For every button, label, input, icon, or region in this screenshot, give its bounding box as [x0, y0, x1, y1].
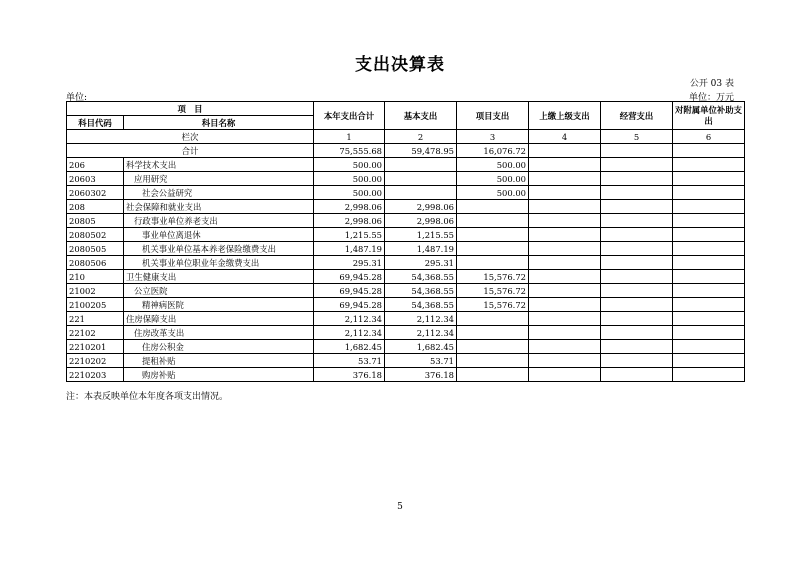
amount-cell: [457, 214, 529, 228]
name-col-header: 科目名称: [124, 116, 314, 130]
amount-cell: [601, 200, 673, 214]
total-col-header: 本年支出合计: [314, 102, 385, 130]
table-row: [67, 158, 745, 172]
table-row: [67, 270, 745, 284]
amount-cell: 376.18: [385, 368, 457, 382]
subject-code: 208: [67, 200, 124, 214]
table-row: [67, 200, 745, 214]
amount-cell: [457, 200, 529, 214]
basic-col-header: 基本支出: [385, 102, 457, 130]
subject-name: 机关事业单位职业年金缴费支出: [124, 256, 314, 270]
unit-label: 单位:: [66, 93, 88, 103]
amount-cell: [457, 256, 529, 270]
amount-cell: 15,576.72: [457, 270, 529, 284]
amount-cell: 69,945.28: [314, 284, 385, 298]
amount-cell: 2,998.06: [314, 200, 385, 214]
amount-cell: [601, 228, 673, 242]
amount-cell: [457, 354, 529, 368]
amount-cell: [673, 200, 745, 214]
amount-cell: [529, 284, 601, 298]
currency-unit: 单位：万元: [688, 93, 734, 103]
subject-name: 社会保障和就业支出: [124, 200, 314, 214]
total-value: [529, 144, 601, 158]
total-value: 75,555.68: [314, 144, 385, 158]
amount-cell: [673, 326, 745, 340]
total-value: [673, 144, 745, 158]
amount-cell: 15,576.72: [457, 284, 529, 298]
subject-code: 2210202: [67, 354, 124, 368]
col-number: 3: [457, 130, 529, 144]
item-group-header: 项 目: [67, 102, 314, 116]
amount-cell: [601, 242, 673, 256]
amount-cell: [529, 270, 601, 284]
business-col-header: 经营支出: [601, 102, 673, 130]
form-code: 公开 03 表: [689, 79, 734, 89]
amount-cell: [529, 228, 601, 242]
amount-cell: 2,998.06: [385, 214, 457, 228]
amount-cell: [673, 298, 745, 312]
project-col-header: 项目支出: [457, 102, 529, 130]
subject-code: 206: [67, 158, 124, 172]
amount-cell: 1,215.55: [385, 228, 457, 242]
table-row: [67, 256, 745, 270]
expenditure-table: [66, 101, 745, 382]
total-value: [601, 144, 673, 158]
amount-cell: 2,998.06: [314, 214, 385, 228]
amount-cell: [385, 172, 457, 186]
amount-cell: [385, 158, 457, 172]
subsidy-col-header: 对附属单位补助支出: [673, 102, 745, 130]
amount-cell: 2,112.34: [314, 312, 385, 326]
amount-cell: [529, 326, 601, 340]
subject-code: 2100205: [67, 298, 124, 312]
subject-code: 2080502: [67, 228, 124, 242]
amount-cell: [601, 270, 673, 284]
total-label: 合计: [67, 144, 314, 158]
table-row: [67, 284, 745, 298]
amount-cell: 54,368.55: [385, 298, 457, 312]
subject-code: 221: [67, 312, 124, 326]
subject-code: 2060302: [67, 186, 124, 200]
table-row: [67, 298, 745, 312]
page-title: 支出决算表: [355, 55, 445, 75]
amount-cell: [673, 354, 745, 368]
amount-cell: 15,576.72: [457, 298, 529, 312]
amount-cell: 2,112.34: [385, 312, 457, 326]
subject-code: 21002: [67, 284, 124, 298]
amount-cell: [601, 256, 673, 270]
amount-cell: [673, 158, 745, 172]
amount-cell: [601, 340, 673, 354]
amount-cell: 1,682.45: [385, 340, 457, 354]
subject-code: 22102: [67, 326, 124, 340]
amount-cell: [673, 340, 745, 354]
col-number: 2: [385, 130, 457, 144]
table-row: [67, 242, 745, 256]
lanci-label: 栏次: [67, 130, 314, 144]
amount-cell: [673, 242, 745, 256]
amount-cell: [673, 228, 745, 242]
table-note: 注：本表反映单位本年度各项支出情况。: [66, 392, 229, 402]
amount-cell: [673, 256, 745, 270]
table-row: [67, 326, 745, 340]
table-row: [67, 186, 745, 200]
amount-cell: 500.00: [314, 158, 385, 172]
amount-cell: [673, 172, 745, 186]
amount-cell: [673, 214, 745, 228]
table-row: [67, 228, 745, 242]
amount-cell: 500.00: [314, 186, 385, 200]
amount-cell: [673, 186, 745, 200]
amount-cell: 2,998.06: [385, 200, 457, 214]
amount-cell: [457, 368, 529, 382]
amount-cell: [457, 242, 529, 256]
amount-cell: [457, 312, 529, 326]
subject-code: 2080505: [67, 242, 124, 256]
amount-cell: 295.31: [385, 256, 457, 270]
subject-name: 科学技术支出: [124, 158, 314, 172]
subject-name: 应用研究: [124, 172, 314, 186]
amount-cell: 295.31: [314, 256, 385, 270]
subject-name: 公立医院: [124, 284, 314, 298]
subject-name: 提租补贴: [124, 354, 314, 368]
amount-cell: [601, 312, 673, 326]
amount-cell: 53.71: [385, 354, 457, 368]
amount-cell: [601, 284, 673, 298]
amount-cell: 376.18: [314, 368, 385, 382]
subject-name: 事业单位离退休: [124, 228, 314, 242]
amount-cell: [601, 158, 673, 172]
amount-cell: [673, 368, 745, 382]
total-value: 16,076.72: [457, 144, 529, 158]
amount-cell: [385, 186, 457, 200]
amount-cell: [529, 200, 601, 214]
amount-cell: [457, 228, 529, 242]
subject-code: 210: [67, 270, 124, 284]
subject-code: 2210203: [67, 368, 124, 382]
amount-cell: [601, 368, 673, 382]
subject-name: 社会公益研究: [124, 186, 314, 200]
amount-cell: 1,487.19: [385, 242, 457, 256]
table-row: [67, 340, 745, 354]
amount-cell: [673, 312, 745, 326]
amount-cell: 500.00: [314, 172, 385, 186]
amount-cell: [457, 340, 529, 354]
amount-cell: [529, 340, 601, 354]
upper-col-header: 上缴上级支出: [529, 102, 601, 130]
amount-cell: 2,112.34: [314, 326, 385, 340]
col-number: 5: [601, 130, 673, 144]
table-row: [67, 354, 745, 368]
amount-cell: [601, 186, 673, 200]
amount-cell: [529, 298, 601, 312]
amount-cell: 69,945.28: [314, 298, 385, 312]
page-number: 5: [397, 502, 403, 512]
amount-cell: [601, 326, 673, 340]
subject-name: 住房改革支出: [124, 326, 314, 340]
amount-cell: [529, 354, 601, 368]
subject-name: 住房公积金: [124, 340, 314, 354]
amount-cell: [601, 298, 673, 312]
subject-name: 行政事业单位养老支出: [124, 214, 314, 228]
amount-cell: [457, 326, 529, 340]
amount-cell: [529, 158, 601, 172]
amount-cell: 500.00: [457, 186, 529, 200]
amount-cell: 1,215.55: [314, 228, 385, 242]
col-number: 6: [673, 130, 745, 144]
col-number: 1: [314, 130, 385, 144]
amount-cell: 1,682.45: [314, 340, 385, 354]
amount-cell: [601, 354, 673, 368]
amount-cell: 500.00: [457, 158, 529, 172]
subject-code: 2210201: [67, 340, 124, 354]
amount-cell: [529, 214, 601, 228]
subject-name: 购房补贴: [124, 368, 314, 382]
subject-name: 住房保障支出: [124, 312, 314, 326]
subject-code: 20805: [67, 214, 124, 228]
amount-cell: [529, 242, 601, 256]
subject-name: 卫生健康支出: [124, 270, 314, 284]
amount-cell: [529, 256, 601, 270]
subject-name: 机关事业单位基本养老保险缴费支出: [124, 242, 314, 256]
amount-cell: [601, 172, 673, 186]
amount-cell: 53.71: [314, 354, 385, 368]
amount-cell: [529, 172, 601, 186]
amount-cell: [529, 186, 601, 200]
col-number: 4: [529, 130, 601, 144]
subject-code: 2080506: [67, 256, 124, 270]
table-row: [67, 312, 745, 326]
amount-cell: 69,945.28: [314, 270, 385, 284]
table-row: [67, 368, 745, 382]
code-col-header: 科目代码: [67, 116, 124, 130]
amount-cell: [529, 312, 601, 326]
subject-name: 精神病医院: [124, 298, 314, 312]
amount-cell: [673, 270, 745, 284]
table-row: [67, 172, 745, 186]
table-row: [67, 214, 745, 228]
table-body: [67, 158, 745, 382]
amount-cell: 2,112.34: [385, 326, 457, 340]
amount-cell: [601, 214, 673, 228]
amount-cell: 1,487.19: [314, 242, 385, 256]
total-value: 59,478.95: [385, 144, 457, 158]
amount-cell: [673, 284, 745, 298]
amount-cell: [529, 368, 601, 382]
amount-cell: 54,368.55: [385, 284, 457, 298]
amount-cell: 500.00: [457, 172, 529, 186]
subject-code: 20603: [67, 172, 124, 186]
amount-cell: 54,368.55: [385, 270, 457, 284]
